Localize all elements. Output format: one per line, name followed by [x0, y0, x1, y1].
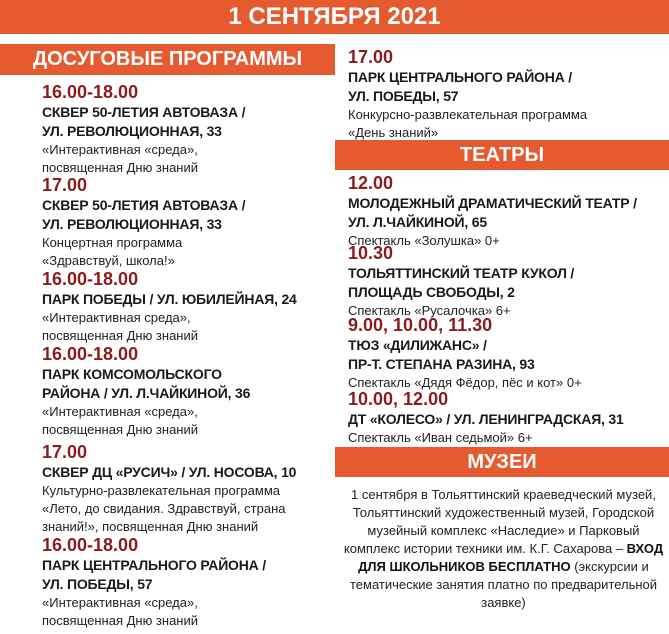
- section-museums: МУЗЕИ: [335, 447, 669, 477]
- event-place: ПАРК ЦЕНТРАЛЬНОГО РАЙОНА / УЛ. ПОБЕДЫ, 57: [348, 69, 572, 104]
- event-entry: [42, 175, 245, 270]
- theatre-entry: [348, 243, 574, 320]
- event-entry: [42, 269, 297, 345]
- event-place: ПАРК ПОБЕДЫ / УЛ. ЮБИЛЕЙНАЯ, 24: [42, 291, 297, 307]
- event-desc: «Интерактивная «среда», посвященная Дню знаний: [42, 595, 199, 628]
- event-time: 12.00: [348, 173, 394, 193]
- event-desc: «Интерактивная «среда», посвященная Дню знаний: [42, 404, 199, 437]
- event-time: 16.00-18.00: [42, 269, 139, 289]
- event-time: 16.00-18.00: [42, 535, 139, 555]
- event-entry: [42, 442, 296, 536]
- section-theatres: ТЕАТРЫ: [335, 140, 669, 170]
- event-desc: Культурно-развлекательная программа «Лето, до свидания. Здравствуй, страна знаний!», посвященная Дню знаний: [42, 483, 286, 534]
- event-entry: [348, 47, 587, 142]
- event-time: 10.00, 12.00: [348, 389, 449, 409]
- event-place: ТЮЗ «ДИЛИЖАНС» / ПР-Т. СТЕПАНА РАЗИНА, 93: [348, 337, 535, 372]
- event-desc: Конкурсно-развлекательная программа «День знаний»: [348, 107, 588, 140]
- theatre-entry: [348, 315, 582, 392]
- event-entry: [42, 535, 266, 630]
- event-time: 17.00: [42, 175, 88, 195]
- event-time: 9.00, 10.00, 11.30: [348, 315, 493, 335]
- event-entry: [42, 344, 250, 439]
- event-place: МОЛОДЕЖНЫЙ ДРАМАТИЧЕСКИЙ ТЕАТР / УЛ. Л.ЧАЙКИНОЙ, 65: [348, 195, 637, 230]
- section-leisure-programs: ДОСУГОВЫЕ ПРОГРАММЫ: [0, 44, 335, 75]
- museum-text: 1 сентября в Тольяттинский краеведческий музей, Тольяттинский художественный музей, Городской музейный комплекс «Наследие» и Парковый комплекс истории техники им. К.Г. Сахарова –: [343, 487, 656, 556]
- museum-info: [338, 486, 669, 612]
- event-desc: Концертная программа «Здравствуй, школа!»: [42, 235, 183, 268]
- event-desc: Спектакль «Золушка» 0+: [348, 233, 500, 248]
- event-place: ТОЛЬЯТТИНСКИЙ ТЕАТР КУКОЛ / ПЛОЩАДЬ СВОБОДЫ, 2: [348, 265, 575, 300]
- event-desc: «Интерактивная «среда», посвященная Дню знаний: [42, 142, 199, 175]
- theatre-entry: [348, 173, 637, 250]
- event-entry: [42, 82, 245, 177]
- event-place: ДТ «КОЛЕСО» / УЛ. ЛЕНИНГРАДСКАЯ, 31: [348, 411, 624, 427]
- event-place: СКВЕР ДЦ «РУСИЧ» / УЛ. НОСОВА, 10: [42, 464, 297, 480]
- event-time: 16.00-18.00: [42, 344, 139, 364]
- museum-text-note: (экскурсии и тематические занятия платно по предварительной заявке): [349, 559, 658, 610]
- event-time: 17.00: [42, 442, 88, 462]
- event-time: 16.00-18.00: [42, 82, 139, 102]
- event-desc: «Интерактивная среда», посвященная Дню знаний: [42, 310, 199, 343]
- free-entry-note: ВХОД ДЛЯ ШКОЛЬНИКОВ БЕСПЛАТНО: [358, 541, 664, 574]
- event-place: СКВЕР 50-ЛЕТИЯ АВТОВАЗА / УЛ. РЕВОЛЮЦИОННАЯ, 33: [42, 104, 246, 139]
- event-place: ПАРК ЦЕНТРАЛЬНОГО РАЙОНА / УЛ. ПОБЕДЫ, 57: [42, 557, 266, 592]
- event-desc: Спектакль «Иван седьмой» 6+: [348, 430, 533, 445]
- event-time: 17.00: [348, 47, 394, 67]
- event-place: ПАРК КОМСОМОЛЬСКОГО РАЙОНА / УЛ. Л.ЧАЙКИНОЙ, 36: [42, 366, 251, 401]
- page-title: 1 СЕНТЯБРЯ 2021: [0, 0, 669, 34]
- event-desc: Спектакль «Дядя Фёдор, пёс и кот» 0+: [348, 375, 582, 390]
- event-desc: Спектакль «Русалочка» 6+: [348, 303, 511, 318]
- theatre-entry: [348, 389, 624, 447]
- event-place: СКВЕР 50-ЛЕТИЯ АВТОВАЗА / УЛ. РЕВОЛЮЦИОННАЯ, 33: [42, 197, 246, 232]
- event-time: 10.30: [348, 243, 394, 263]
